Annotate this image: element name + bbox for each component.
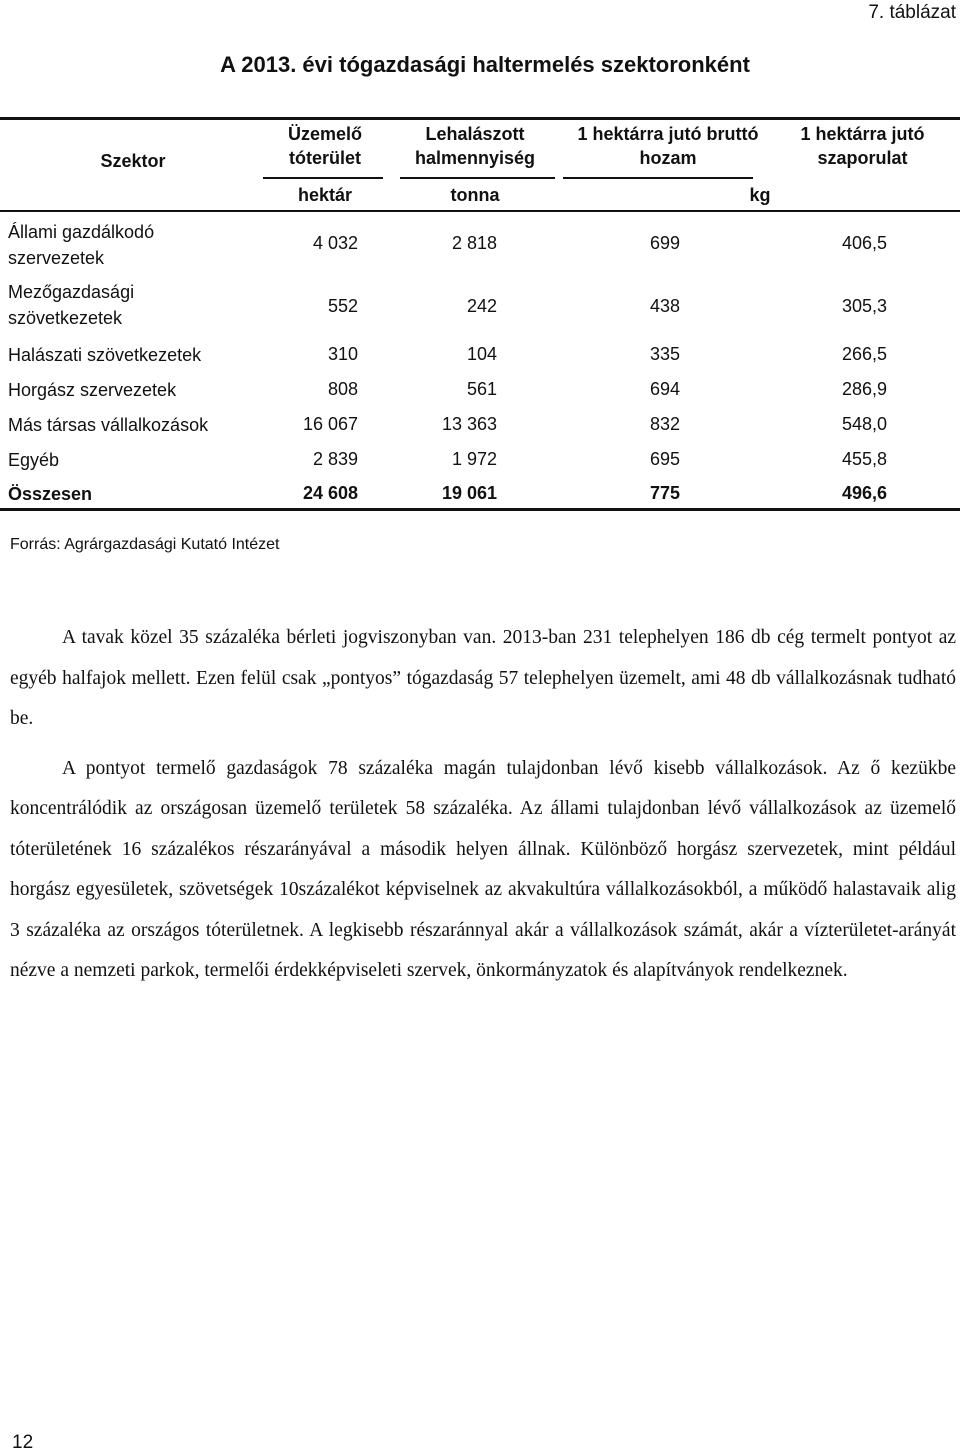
cell-yield: 699: [649, 233, 680, 253]
cell-catch: 13 363: [441, 414, 497, 434]
cell-catch: 242: [466, 296, 497, 316]
header-yield: 1 hektárra jutó bruttó hozam: [577, 124, 759, 168]
table-row: [0, 377, 960, 412]
cell-yield: 832: [649, 414, 680, 434]
header-growth: 1 hektárra jutó szaporulat: [800, 124, 925, 168]
cell-catch: 2 818: [451, 233, 497, 253]
cell-yield: 335: [649, 344, 680, 364]
table-row: [0, 279, 960, 335]
cell-area: 552: [327, 296, 358, 316]
cell-yield: 695: [649, 449, 680, 469]
cell-area: 4 032: [312, 233, 358, 253]
cell-area: 2 839: [312, 449, 358, 469]
cell-catch: 1 972: [451, 449, 497, 469]
total-catch: 19 061: [441, 483, 497, 503]
cell-area: 808: [327, 379, 358, 399]
table-row: [0, 447, 960, 482]
row-label: Más társas vállalkozások: [8, 415, 209, 435]
row-label: Horgász szervezetek: [8, 380, 177, 400]
cell-yield: 438: [649, 296, 680, 316]
cell-growth: 305,3: [841, 296, 887, 316]
header-area-underline: [263, 177, 383, 179]
page-number: 12: [12, 1432, 34, 1453]
table-row: [0, 218, 960, 272]
header-area: Üzemelő tóterület: [287, 124, 363, 168]
production-table: [0, 117, 960, 515]
table-row: [0, 412, 960, 447]
table-label: 7. táblázat: [868, 2, 956, 23]
header-catch-underline: [400, 177, 555, 179]
page-title: A 2013. évi tógazdasági haltermelés szektoronként: [220, 52, 750, 77]
paragraph: A pontyot termelő gazdaságok 78 százaléka magán tulajdonban lévő kisebb vállalkozások. Az ő kezükbe koncentrálódik az országosan üzemelő területek 58 százaléka. Az állami tulajdonban lévő vállalkozások az üzemelő tóterületének 16 százalékos részarányával a második helyen állnak. Különböző horgász szervezetek, mint például horgász egyesületek, szövetségek 10százalékot képviselnek az akvakultúra vállalkozásokból, a működő halastavaik alig 3 százaléka az országos tóterületnek. A legkisebb részaránnyal akár a vállalkozások számát, akár a vízterületet-arányát nézve a nemzeti parkok, termelői érdekképviseleti szervek, önkormányzatok és alapítványok rendelkeznek.: [10, 757, 956, 981]
cell-growth: 455,8: [841, 449, 887, 469]
paragraph: A tavak közel 35 százaléka bérleti jogviszonyban van. 2013-ban 231 telephelyen 186 db cég termelt pontyot az egyéb halfajok mellett. Ezen felül csak „pontyos” tógazdaság 57 telephelyen üzemelt, ami 48 db vállalkozásnak tudható be.: [10, 627, 956, 729]
table-source-note: Forrás: Agrárgazdasági Kutató Intézet: [10, 536, 280, 553]
total-area: 24 608: [302, 483, 358, 503]
total-yield: 775: [649, 483, 680, 503]
cell-growth: 286,9: [841, 379, 887, 399]
cell-area: 16 067: [302, 414, 358, 434]
table-total-row: [0, 481, 960, 509]
table-top-rule: [0, 117, 960, 120]
unit-catch: tonna: [450, 185, 500, 205]
total-label: Összesen: [8, 484, 93, 504]
cell-growth: 548,0: [841, 414, 887, 434]
unit-kg: kg: [749, 185, 771, 205]
row-label: Halászati szövetkezetek: [8, 345, 202, 365]
cell-area: 310: [327, 344, 358, 364]
header-bottom-rule: [0, 210, 960, 212]
header-sector: Szektor: [100, 151, 166, 171]
header-yield-underline: [563, 177, 753, 179]
cell-yield: 694: [649, 379, 680, 399]
cell-growth: 266,5: [841, 344, 887, 364]
row-label: Egyéb: [8, 450, 60, 470]
cell-catch: 561: [466, 379, 497, 399]
row-label: Mezőgazdasági szövetkezetek: [8, 282, 135, 328]
cell-growth: 406,5: [841, 233, 887, 253]
table-row: [0, 342, 960, 377]
unit-area: hektár: [297, 185, 353, 205]
row-label: Állami gazdálkodó szervezetek: [8, 222, 155, 268]
total-growth: 496,6: [841, 483, 887, 503]
cell-catch: 104: [466, 344, 497, 364]
body-text: [10, 618, 956, 992]
header-catch: Lehalászott halmennyiség: [414, 124, 536, 168]
